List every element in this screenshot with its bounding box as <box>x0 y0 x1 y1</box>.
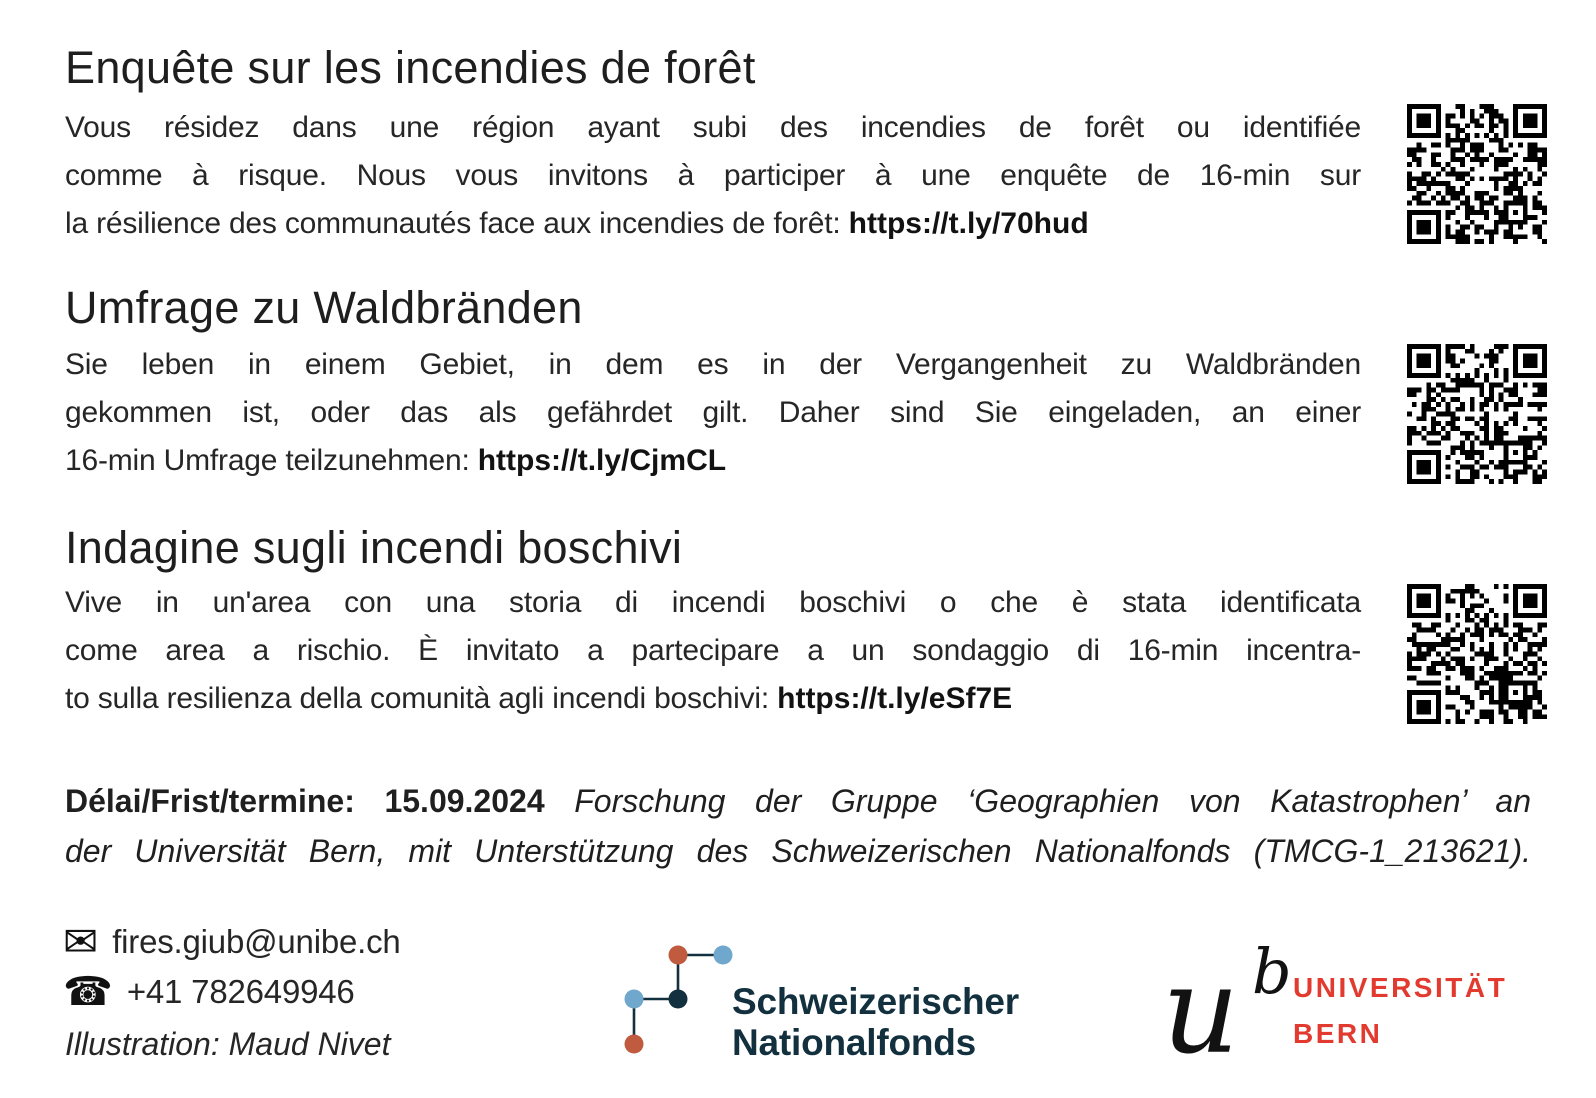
survey-link-de[interactable]: https://t.ly/CjmCL <box>477 444 727 477</box>
attribution-text: der Universität Bern, mit Unterstützung des Schweizerischen Nationalfonds (TMCG-1_213621). <box>65 833 1531 869</box>
body-text: to sulla resilienza della comunità agli incendi boschivi: <box>65 682 778 715</box>
contact-email[interactable]: fires.giub@unibe.ch <box>112 923 401 960</box>
body-line <box>65 675 1361 723</box>
snf-wordmark-line1: Schweizerischer <box>732 981 1019 1022</box>
body-line: gekommen ist, oder das als gefährdet gilt. Daher sind Sie eingeladen, an einer <box>65 396 1361 429</box>
snf-dot-blue <box>714 946 733 965</box>
section-body-it <box>65 579 1361 723</box>
unibe-wordmark-line1: UNIVERSITÄT <box>1293 972 1508 1003</box>
body-text: la résilience des communautés face aux incendies de forêt: <box>65 207 849 240</box>
contact-email-row <box>63 918 401 965</box>
section-title-de: Umfrage zu Waldbränden <box>65 282 583 333</box>
survey-link-fr[interactable]: https://t.ly/70hud <box>848 207 1089 240</box>
qr-code-fr <box>1407 104 1547 244</box>
body-line: Vive in un'area con una storia di incendi boschivi o che è stata identificata <box>65 586 1361 619</box>
survey-link-it[interactable]: https://t.ly/eSf7E <box>777 682 1013 715</box>
section-title-it: Indagine sugli incendi boschivi <box>65 522 683 573</box>
contact-phone-row <box>63 972 355 1012</box>
section-title-fr: Enquête sur les incendies de forêt <box>65 42 756 93</box>
envelope-icon: ✉ <box>63 918 99 965</box>
body-line: Sie leben in einem Gebiet, in dem es in der Vergangenheit zu Waldbränden <box>65 348 1361 381</box>
body-line <box>65 437 1361 485</box>
body-line <box>65 200 1361 248</box>
snf-logo-icon <box>610 937 746 1061</box>
deadline-note <box>65 776 1531 876</box>
body-line: come area a rischio. È invitato a partecipare a un sondaggio di 16-min incentra- <box>65 634 1361 667</box>
snf-dot-orange <box>669 946 688 965</box>
telephone-icon: ☎ <box>63 970 113 1014</box>
deadline-line <box>65 776 1531 826</box>
qr-code-it <box>1407 584 1547 724</box>
contact-phone[interactable]: +41 782649946 <box>126 973 355 1010</box>
snf-dot-orange <box>625 1035 644 1054</box>
body-text: 16-min Umfrage teilzunehmen: <box>65 444 478 477</box>
snf-logo-wordmark <box>732 981 1019 1063</box>
snf-dot-blue <box>625 990 644 1009</box>
illustration-credit: Illustration: Maud Nivet <box>65 1026 391 1062</box>
body-line: comme à risque. Nous vous invitons à participer à une enquête de 16-min sur <box>65 159 1361 192</box>
unibe-b-glyph: b <box>1252 935 1292 1008</box>
unibe-wordmark-line2: BERN <box>1293 1018 1383 1049</box>
qr-code-de <box>1407 344 1547 484</box>
body-line: Vous résidez dans une région ayant subi des incendies de forêt ou identifiée <box>65 111 1361 144</box>
snf-dot-navy <box>669 990 688 1009</box>
section-body-de <box>65 341 1361 485</box>
unibe-u-glyph: u <box>1162 942 1240 1081</box>
deadline-label: Délai/Frist/termine: 15.09.2024 <box>65 783 545 819</box>
attribution-text: Forschung der Gruppe ‘Geographien von Katastrophen’ an <box>574 783 1532 819</box>
section-body-fr <box>65 104 1361 248</box>
snf-wordmark-line2: Nationalfonds <box>732 1022 977 1063</box>
